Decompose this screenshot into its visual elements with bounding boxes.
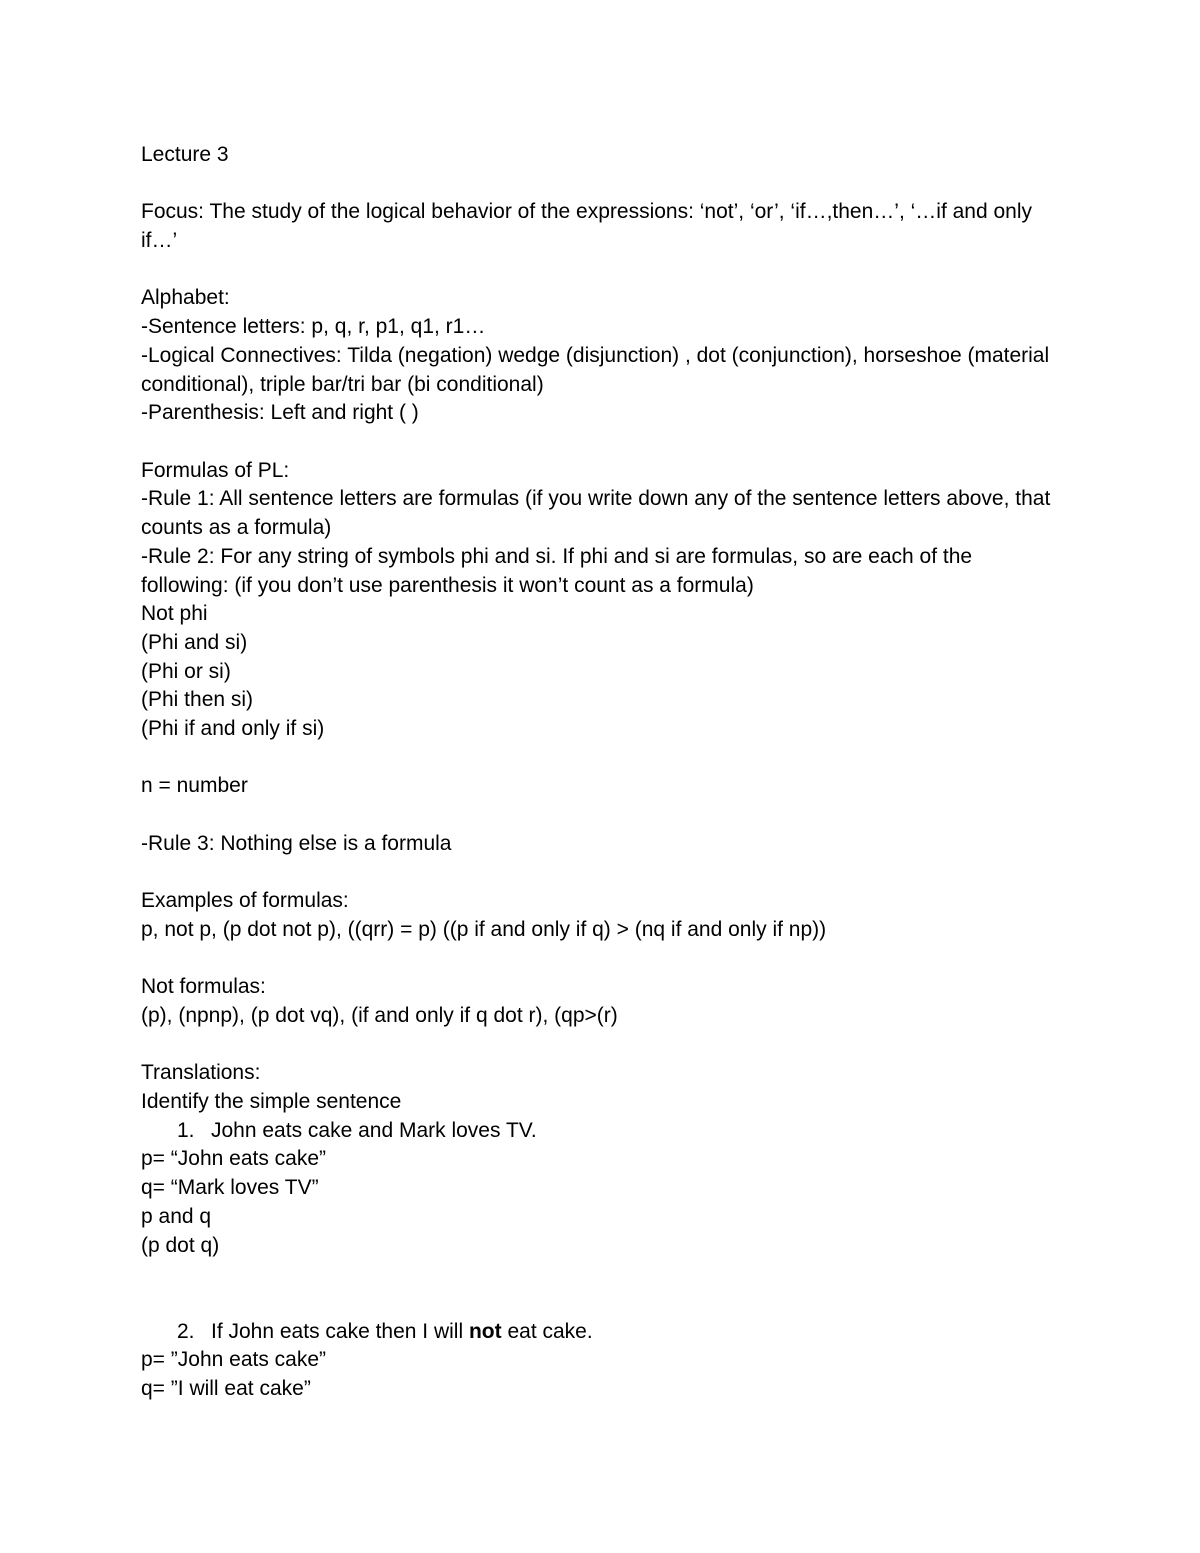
spacer (141, 256, 1056, 285)
spacer (141, 428, 1056, 457)
translation-line: q= “Mark loves TV” (141, 1176, 319, 1200)
logical-connectives-line: -Logical Connectives: Tilda (negation) wedge (disjunction) , dot (conjunction), horseshoe (material conditional), triple bar/tri bar (bi conditional) (141, 343, 1055, 396)
formula-form: (Phi and si) (141, 630, 248, 654)
spacer (141, 1260, 1056, 1317)
page-title: Lecture 3 (141, 143, 229, 166)
translations-heading: Translations: (141, 1061, 261, 1085)
formulas-heading: Formulas of PL: (141, 458, 290, 482)
formula-form: (Phi if and only if si) (141, 717, 325, 741)
list-number: 2. (177, 1319, 195, 1343)
translation-line: p= ”John eats cake” (141, 1348, 327, 1372)
translation-sentence-end: eat cake. (501, 1319, 593, 1343)
focus-paragraph: Focus: The study of the logical behavior of the expressions: ‘not’, ‘or’, ‘if…,then…’, ‘…if and only if…’ (141, 200, 1038, 253)
spacer (141, 945, 1056, 974)
translation-line: (p dot q) (141, 1233, 220, 1257)
not-formulas-text: (p), (npnp), (p dot vq), (if and only if q dot r), (qp>(r) (141, 1003, 618, 1027)
translation-item-2 (141, 1318, 1056, 1347)
translation-sentence-bold: not (468, 1319, 502, 1343)
formula-form: (Phi then si) (141, 688, 254, 712)
n-number-note: n = number (141, 774, 248, 798)
rule-2: -Rule 2: For any string of symbols phi and si. If phi and si are formulas, so are each of the following: (if you don’t use parenthesis it won’t count as a formula) (141, 544, 978, 597)
translation-line: q= ”I will eat cake” (141, 1377, 311, 1401)
list-number: 1. (177, 1118, 195, 1142)
spacer (141, 744, 1056, 773)
translation-item-1 (141, 1117, 1056, 1146)
formula-form: (Phi or si) (141, 659, 231, 683)
translations-subheading: Identify the simple sentence (141, 1090, 402, 1114)
formula-form: Not phi (141, 602, 208, 626)
rule-1: -Rule 1: All sentence letters are formulas (if you write down any of the sentence letters above, that counts as a formula) (141, 487, 1057, 540)
sentence-letters-line: -Sentence letters: p, q, r, p1, q1, r1… (141, 315, 486, 339)
rule-3: -Rule 3: Nothing else is a formula (141, 831, 452, 855)
translation-sentence: John eats cake and Mark loves TV. (211, 1118, 537, 1142)
parenthesis-line: -Parenthesis: Left and right ( ) (141, 401, 419, 425)
document-page (141, 141, 1056, 1404)
translation-line: p= “John eats cake” (141, 1147, 327, 1171)
alphabet-heading: Alphabet: (141, 286, 230, 310)
examples-text: p, not p, (p dot not p), ((qrr) = p) ((p if and only if q) > (nq if and only if np)) (141, 917, 827, 941)
spacer (141, 170, 1056, 199)
translation-line: p and q (141, 1204, 212, 1228)
examples-heading: Examples of formulas: (141, 889, 349, 913)
spacer (141, 859, 1056, 888)
spacer (141, 801, 1056, 830)
not-formulas-heading: Not formulas: (141, 975, 266, 999)
translation-sentence-start: If John eats cake then I will (211, 1319, 469, 1343)
spacer (141, 1031, 1056, 1060)
